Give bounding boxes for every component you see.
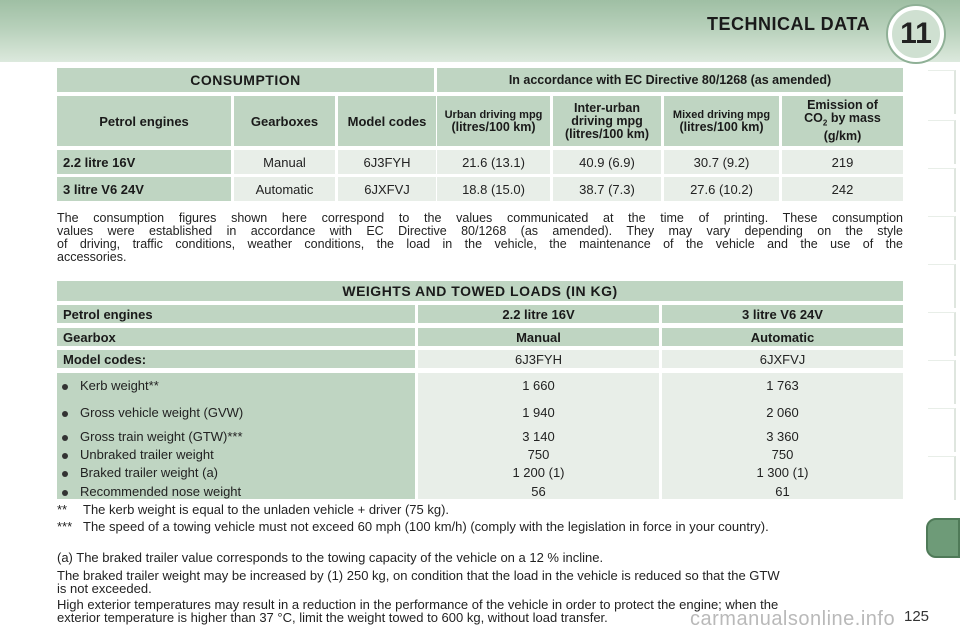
col-inter-urban	[553, 96, 661, 146]
col-gearboxes: Gearboxes	[234, 96, 335, 146]
col-inter-line3: (litres/100 km)	[564, 126, 650, 141]
bullet-icon	[62, 490, 68, 496]
chapter-tab[interactable]	[928, 216, 956, 260]
weights-gearbox-label: Gearbox	[57, 328, 415, 346]
chapter-tabs	[928, 70, 960, 580]
row2-urban: 18.8 (15.0)	[437, 177, 550, 201]
weights-engine-b: 3 litre V6 24V	[662, 305, 903, 323]
col-model-codes: Model codes	[338, 96, 436, 146]
col-inter-line2: driving mpg	[571, 113, 643, 128]
row1-inter-urban: 40.9 (6.9)	[553, 150, 661, 174]
col-mixed-line1: Mixed driving mpg	[672, 109, 771, 121]
weight-item-label: Kerb weight**	[62, 378, 159, 393]
weight-item-label: Gross train weight (GTW)***	[62, 429, 243, 444]
col-emission-line1: Emission of	[807, 98, 878, 113]
weight-item-label: Recommended nose weight	[62, 484, 241, 499]
weights-title: WEIGHTS AND TOWED LOADS (IN KG)	[57, 281, 903, 301]
row2-engine: 3 litre V6 24V	[57, 177, 231, 201]
footnote-kerb: ** The kerb weight is equal to the unladen vehicle + driver (75 kg).	[57, 502, 450, 517]
note-line: accessories.	[57, 250, 127, 264]
weights-code-b: 6JXFVJ	[662, 350, 903, 368]
weight-item-b: 3 360	[766, 429, 799, 444]
weight-item-b: 1 763	[766, 378, 799, 393]
page-number: 125	[904, 608, 930, 625]
chapter-tab[interactable]	[928, 120, 956, 164]
weights-gearbox-b: Automatic	[662, 328, 903, 346]
row1-co2: 219	[782, 150, 903, 174]
note-line: of driving, traffic conditions, weather conditions, the load in the vehicle, the maintenance of the vehicle and the use of the	[57, 237, 903, 251]
col-emission-line2: $CO_2$ by mass	[804, 111, 881, 128]
col-emission	[782, 96, 903, 146]
weight-item-a: 750	[527, 447, 550, 462]
row1-engine: 2.2 litre 16V	[57, 150, 231, 174]
weights-gearbox-a: Manual	[418, 328, 659, 346]
chapter-tab[interactable]	[928, 264, 956, 308]
bullet-icon	[62, 411, 68, 417]
row2-model-code: 6JXFVJ	[338, 177, 436, 201]
weight-item-b: 1 300 (1)	[756, 465, 809, 480]
weight-item-a: 1 660	[522, 378, 555, 393]
row1-gearbox: Manual	[234, 150, 335, 174]
row2-gearbox: Automatic	[234, 177, 335, 201]
chapter-number-badge: 11	[888, 6, 944, 62]
col-mixed	[664, 96, 779, 146]
row1-mixed: 30.7 (9.2)	[664, 150, 779, 174]
col-urban-line1: Urban driving mpg	[444, 109, 543, 121]
col-inter-line1: Inter-urban	[574, 100, 640, 115]
weight-item-b: 61	[775, 484, 790, 499]
consumption-note	[57, 212, 903, 264]
weight-item-a: 56	[531, 484, 546, 499]
weight-item-b: 2 060	[766, 405, 799, 420]
watermark: carmanualsonline.info	[690, 608, 896, 630]
weight-item-a: 3 140	[522, 429, 555, 444]
chapter-tab[interactable]	[928, 408, 956, 452]
weight-item-a: 1 940	[522, 405, 555, 420]
row2-mixed: 27.6 (10.2)	[664, 177, 779, 201]
chapter-tab[interactable]	[928, 168, 956, 212]
row1-urban: 21.6 (13.1)	[437, 150, 550, 174]
col-petrol-engines: Petrol engines	[57, 96, 231, 146]
weight-item-a: 1 200 (1)	[512, 465, 565, 480]
weight-item-label: Braked trailer weight (a)	[62, 465, 218, 480]
chapter-tab[interactable]	[928, 70, 956, 114]
bullet-icon	[62, 435, 68, 441]
weight-item-label: Unbraked trailer weight	[62, 447, 214, 462]
footnote-speed: *** The speed of a towing vehicle must not exceed 60 mph (100 km/h) (comply with the legislation in force in your country).	[57, 519, 769, 534]
weight-item-label: Gross vehicle weight (GVW)	[62, 405, 243, 420]
bullet-icon	[62, 384, 68, 390]
section-title: TECHNICAL DATA	[707, 14, 870, 34]
consumption-title: CONSUMPTION	[57, 68, 434, 92]
col-urban-line2: (litres/100 km)	[451, 120, 536, 134]
chapter-tab[interactable]	[928, 360, 956, 404]
footnote-braked: The braked trailer weight may be increased by (1) 250 kg, on condition that the load in the vehicle is reduced so that the GTW is not exceeded.	[57, 568, 780, 596]
weights-petrol-label: Petrol engines	[57, 305, 415, 323]
weights-code-a: 6J3FYH	[418, 350, 659, 368]
col-emission-line3: (g/km)	[823, 128, 862, 143]
bullet-icon	[62, 453, 68, 459]
chapter-tab-active[interactable]	[926, 518, 960, 558]
chapter-tab[interactable]	[928, 312, 956, 356]
weights-codes-label: Model codes:	[57, 350, 415, 368]
footnote-temperature: High exterior temperatures may result in a reduction in the performance of the vehicle in order to protect the engine; when the exterior temperature is higher than 37 °C, limit the weight towed to 600 kg, without load transfer.	[57, 597, 779, 625]
bullet-icon	[62, 471, 68, 477]
note-line: The consumption figures shown here correspond to the values communicated at the time of printing. These consumption	[57, 211, 903, 225]
weight-item-b: 750	[771, 447, 794, 462]
row2-inter-urban: 38.7 (7.3)	[553, 177, 661, 201]
row1-model-code: 6J3FYH	[338, 150, 436, 174]
footnote-a: (a) The braked trailer value corresponds to the towing capacity of the vehicle on a 12 % incline.	[57, 550, 604, 565]
note-line: values were established in accordance with EC Directive 80/1268 (as amended). They may vary depending on the style	[57, 224, 903, 238]
chapter-tab[interactable]	[928, 456, 956, 500]
col-mixed-line2: (litres/100 km)	[679, 120, 764, 134]
row2-co2: 242	[782, 177, 903, 201]
col-urban	[437, 96, 550, 146]
consumption-directive: In accordance with EC Directive 80/1268 (as amended)	[437, 68, 903, 92]
weights-engine-a: 2.2 litre 16V	[418, 305, 659, 323]
